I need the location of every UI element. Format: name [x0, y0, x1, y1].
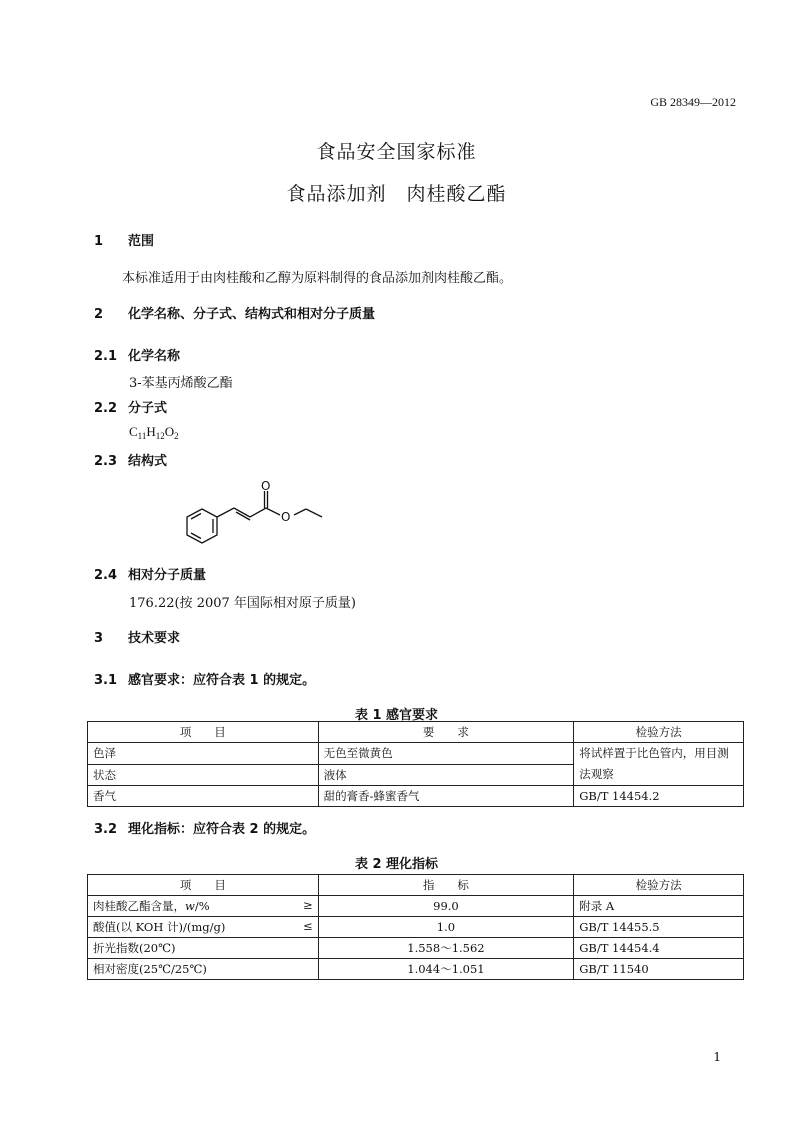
physicochemical-table — [87, 874, 744, 980]
header-method: 检验方法 — [574, 875, 744, 896]
document-subtitle: 食品添加剂 肉桂酸乙酯 — [286, 183, 507, 205]
section-2-3-heading — [94, 450, 167, 469]
header-method: 检验方法 — [574, 722, 744, 743]
table-row — [88, 917, 744, 938]
section-2-4-heading — [94, 564, 206, 583]
comparison-symbol: ≤ — [303, 919, 313, 933]
row-method: GB/T 14455.5 — [574, 917, 744, 938]
row-item: 色泽 — [88, 743, 319, 765]
section-number: 1 — [94, 234, 104, 249]
row-value: 99.0 — [318, 896, 574, 917]
section-3-heading — [94, 627, 180, 646]
header-item: 项 目 — [88, 875, 319, 896]
table-header-row — [88, 722, 744, 743]
carbonyl-oxygen-label: O — [261, 479, 271, 493]
row-item: 状态 — [88, 764, 319, 786]
section-title: 分子式 — [128, 401, 168, 416]
section-title: 理化指标：应符合表 2 的规定。 — [128, 822, 316, 837]
table-1-caption: 表 1 感官要求 — [354, 708, 439, 723]
section-title: 结构式 — [128, 454, 168, 469]
section-1-heading — [94, 230, 154, 249]
row-value: 1.558～1.562 — [318, 938, 574, 959]
section-number: 2.1 — [94, 349, 118, 364]
row-item: 折光指数(20℃) — [88, 938, 319, 959]
row-method: GB/T 14454.4 — [574, 938, 744, 959]
section-2-2-heading — [94, 397, 167, 416]
header-item: 项 目 — [88, 722, 319, 743]
table-header-row — [88, 875, 744, 896]
section-number: 3 — [94, 631, 104, 646]
section-title: 化学名称 — [128, 349, 181, 364]
row-value: 1.044～1.051 — [318, 959, 574, 980]
comparison-symbol: ≥ — [303, 898, 313, 912]
chemical-name: 3-苯基丙烯酸乙酯 — [129, 376, 233, 391]
row-value: 1.0 — [318, 917, 574, 938]
section-title: 感官要求：应符合表 1 的规定。 — [128, 673, 316, 688]
row-item: 相对密度(25℃/25℃) — [88, 959, 319, 980]
row-requirement: 无色至微黄色 — [318, 743, 574, 765]
row-method: GB/T 14454.2 — [574, 786, 744, 807]
ester-oxygen-label: O — [281, 510, 291, 524]
section-title: 化学名称、分子式、结构式和相对分子质量 — [128, 307, 376, 322]
section-2-1-heading — [94, 345, 180, 364]
section-number: 3.2 — [94, 822, 118, 837]
scope-text: 本标准适用于由肉桂酸和乙醇为原料制得的食品添加剂肉桂酸乙酯。 — [122, 271, 513, 286]
table-row — [88, 786, 744, 807]
section-2-heading — [94, 303, 375, 322]
row-method: 附录 A — [574, 896, 744, 917]
standard-code: GB 28349—2012 — [650, 95, 736, 109]
row-requirement: 液体 — [318, 764, 574, 786]
section-number: 2.2 — [94, 401, 118, 416]
section-3-1-heading — [94, 669, 315, 688]
page-number: 1 — [713, 1050, 721, 1064]
section-title: 范围 — [128, 234, 155, 249]
row-item: 肉桂酸乙酯含量，w/% ≥ — [88, 896, 319, 917]
row-item: 酸值(以 KOH 计)/(mg/g) ≤ — [88, 917, 319, 938]
row-method: GB/T 11540 — [574, 959, 744, 980]
row-item: 香气 — [88, 786, 319, 807]
section-number: 3.1 — [94, 673, 118, 688]
row-requirement: 甜的膏香-蜂蜜香气 — [318, 786, 574, 807]
section-number: 2.3 — [94, 454, 118, 469]
header-requirement: 要 求 — [318, 722, 574, 743]
section-number: 2 — [94, 307, 104, 322]
row-method-merged: 将试样置于比色管内，用目测法观察 — [574, 743, 744, 786]
table-2-caption: 表 2 理化指标 — [354, 857, 439, 872]
section-title: 技术要求 — [128, 631, 181, 646]
table-row — [88, 938, 744, 959]
molecular-formula: $C_{11}H_{12}O_2$ — [129, 424, 179, 441]
table-row — [88, 959, 744, 980]
document-title: 食品安全国家标准 — [316, 141, 477, 163]
section-number: 2.4 — [94, 568, 118, 583]
table-row — [88, 896, 744, 917]
sensory-requirements-table — [87, 721, 744, 807]
section-title: 相对分子质量 — [128, 568, 207, 583]
structural-formula — [170, 478, 340, 550]
molecular-mass: 176.22(按 2007 年国际相对原子质量) — [129, 596, 356, 611]
header-index: 指 标 — [318, 875, 574, 896]
section-3-2-heading — [94, 818, 315, 837]
table-row — [88, 743, 744, 765]
